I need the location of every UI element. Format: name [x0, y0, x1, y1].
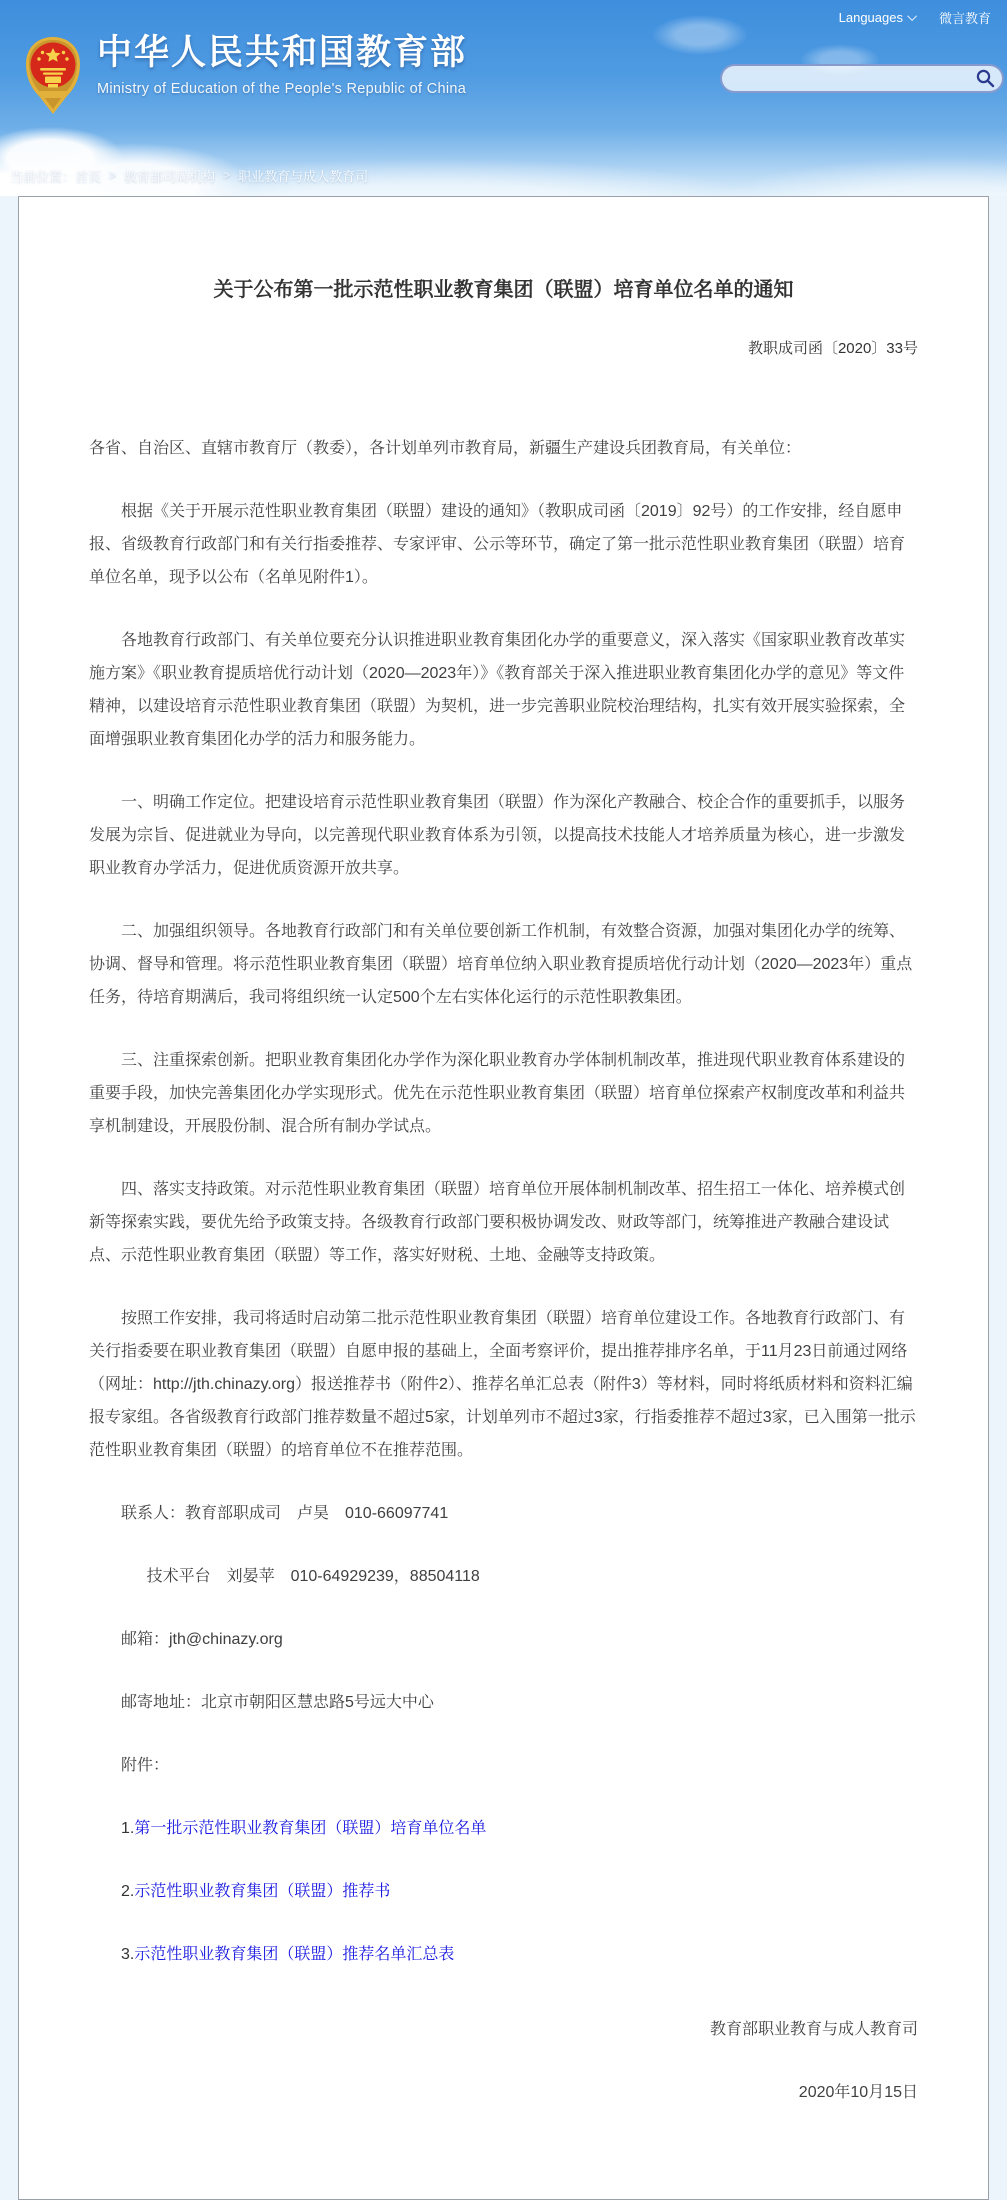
breadcrumb-prefix: 当前位置： [10, 168, 76, 184]
weiyan-jiaoyu-link[interactable]: 微言教育 [938, 11, 991, 26]
mailing-address-line: 邮寄地址：北京市朝阳区慧忠路5号远大中心 [121, 1694, 434, 1711]
contact-line: 联系人：教育部职成司 卢昊 010-66097741 [121, 1505, 449, 1522]
breadcrumb-separator: > [223, 168, 231, 182]
salutation: 各省、自治区、直辖市教育厅（教委），各计划单列市教育局，新疆生产建设兵团教育局，有关单位： [89, 440, 802, 457]
attachment-number: 2. [121, 1883, 135, 1900]
paragraph: 四、落实支持政策。对示范性职业教育集团（联盟）培育单位开展体制机制改革、招生招工一体化、培养模式创新等探索实践，要优先给予政策支持。各级教育行政部门要积极协调发改、财政等部门，统筹推进产教融合建设试点、示范性职业教育集团（联盟）等工作，落实好财税、土地、金融等支持政策。 [89, 1181, 906, 1264]
breadcrumb [0, 154, 1007, 196]
paragraph: 按照工作安排，我司将适时启动第二批示范性职业教育集团（联盟）培育单位建设工作。各地教育行政部门、有关行指委要在职业教育集团（联盟）自愿申报的基础上，全面考察评价，提出推荐排序名单，于11月23日前通过网络（网址：http://jth.chinazy.org）报送推荐书（附件2）、推荐名单汇总表（附件3）等材料，同时将纸质材料和资料汇编报专家组。各省级教育行政部门推荐数量不超过5家，计划单列市不超过3家，行指委推荐不超过3家，已入围第一批示范性职业教育集团（联盟）的培育单位不在推荐范围。 [89, 1310, 916, 1459]
paragraph: 根据《关于开展示范性职业教育集团（联盟）建设的通知》（教职成司函〔2019〕92号）的工作安排，经自愿申报、省级教育行政部门和有关行指委推荐、专家评审、公示等环节，确定了第一批示范性职业教育集团（联盟）培育单位名单，现予以公布（名单见附件1）。 [89, 503, 906, 586]
document-number: 教职成司函〔2020〕33号 [747, 340, 918, 357]
attachment-number: 3. [121, 1946, 135, 1963]
signer: 教育部职业教育与成人教育司 [709, 2021, 918, 2038]
topbar [839, 8, 991, 27]
tech-platform-line: 技术平台 刘晏苹 010-64929239，88504118 [146, 1568, 480, 1585]
document-date: 2020年10月15日 [798, 2084, 918, 2101]
content-panel [18, 196, 989, 2200]
search-icon [976, 69, 995, 88]
attachment-item [89, 1812, 918, 1845]
email-line: 邮箱：jth@chinazy.org [121, 1631, 283, 1648]
breadcrumb-item-departments[interactable]: 教育部司局机构 [124, 168, 216, 184]
attachment-item [89, 1938, 918, 1971]
paragraph: 二、加强组织领导。各地教育行政部门和有关单位要创新工作机制，有效整合资源，加强对集团化办学的统筹、协调、督导和管理。将示范性职业教育集团（联盟）培育单位纳入职业教育提质培优行动计划（2020—2023年）重点任务，待培育期满后，我司将组织统一认定500个左右实体化运行的示范性职教集团。 [89, 923, 913, 1006]
brand-text [97, 32, 467, 97]
attachment-number: 1. [121, 1820, 135, 1837]
chevron-down-icon [907, 11, 917, 21]
attachment-item [89, 1875, 918, 1908]
document-body [89, 432, 918, 2109]
attachment-link-2[interactable]: 示范性职业教育集团（联盟）推荐书 [134, 1883, 391, 1900]
attachment-link-1[interactable]: 第一批示范性职业教育集团（联盟）培育单位名单 [134, 1820, 487, 1837]
languages-label: Languages [838, 10, 903, 25]
paragraph: 一、明确工作定位。把建设培育示范性职业教育集团（联盟）作为深化产教融合、校企合作的重要抓手，以服务发展为宗旨、促进就业为导向，以完善现代职业教育体系为引领，以提高技术技能人才培养质量为核心，进一步激发职业教育办学活力，促进优质资源开放共享。 [89, 794, 906, 877]
national-emblem-icon [24, 35, 82, 122]
paragraph: 三、注重探索创新。把职业教育集团化办学作为深化职业教育办学体制机制改革，推进现代职业教育体系建设的重要手段，加快完善集团化办学实现形式。优先在示范性职业教育集团（联盟）培育单位探索产权制度改革和利益共享机制建设，开展股份制、混合所有制办学试点。 [89, 1052, 906, 1135]
brand [24, 32, 467, 122]
search-box [720, 64, 1004, 93]
document-title: 关于公布第一批示范性职业教育集团（联盟）培育单位名单的通知 [213, 279, 794, 301]
paragraph: 各地教育行政部门、有关单位要充分认识推进职业教育集团化办学的重要意义，深入落实《国家职业教育改革实施方案》《职业教育提质培优行动计划（2020—2023年）》《教育部关于深入推进职业教育集团化办学的意见》等文件精神，以建设培育示范性职业教育集团（联盟）为契机，进一步完善职业院校治理结构，扎实有效开展实验探索，全面增强职业教育集团化办学的活力和服务能力。 [89, 632, 906, 748]
languages-menu[interactable] [839, 10, 917, 25]
site-subtitle: Ministry of Education of the People's Republic of China [97, 81, 467, 97]
site-header [0, 0, 1007, 196]
attachments-label: 附件： [121, 1757, 170, 1774]
attachment-link-3[interactable]: 示范性职业教育集团（联盟）推荐名单汇总表 [134, 1946, 455, 1963]
breadcrumb-separator: > [109, 168, 117, 182]
site-title: 中华人民共和国教育部 [97, 33, 468, 72]
breadcrumb-item-vocational-dept[interactable]: 职业教育与成人教育司 [238, 168, 369, 184]
breadcrumb-item-home[interactable]: 首页 [75, 168, 102, 184]
search-button[interactable] [976, 69, 1002, 88]
search-input[interactable] [722, 66, 976, 91]
